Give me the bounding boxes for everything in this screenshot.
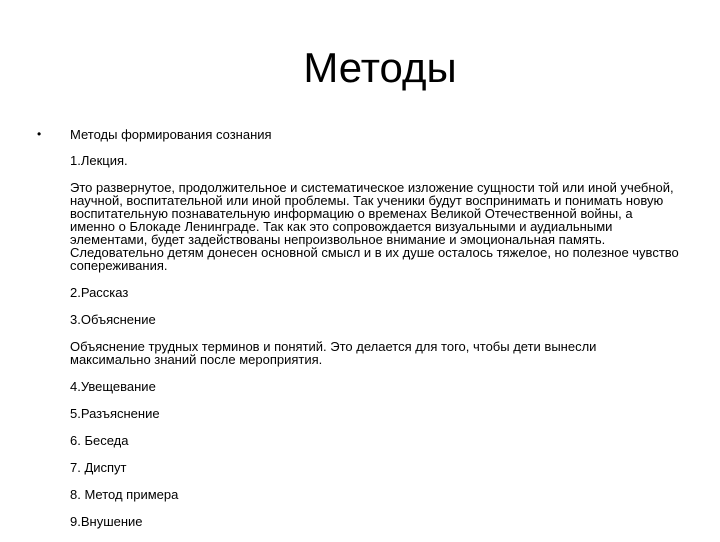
slide-content — [70, 128, 680, 542]
method-debate: 7. Диспут — [70, 460, 127, 475]
slide-title: Методы — [303, 44, 457, 91]
methods-heading: Методы формирования сознания — [70, 127, 272, 142]
method-suggestion: 9.Внушение — [70, 514, 143, 529]
explanation-description: Объяснение трудных терминов и понятий. Это делается для того, чтобы дети вынесли максимально знаний после мероприятия. — [70, 339, 597, 367]
method-explanation: 3.Объяснение — [70, 312, 156, 327]
method-exhortation: 4.Увещевание — [70, 379, 156, 394]
method-example: 8. Метод примера — [70, 487, 179, 502]
lecture-description: Это развернутое, продолжительное и систематическое изложение сущности той или иной учебной, научной, воспитательной или иной проблемы. Так ученики будут воспринимать и понимать новую воспитательную познавательную информацию о временах Великой Отечественной войны, а именно о Блокаде Ленинграде. Так как это сопровождается визуальными и аудиальными элементами, будет задействованы непроизвольное внимание и эмоциональная память. Следовательно детям донесен основной смысл и в их душе осталось тяжелое, но полезное чувство сопереживания. — [70, 180, 679, 273]
method-clarification: 5.Разъяснение — [70, 406, 160, 421]
method-lecture: 1.Лекция. — [70, 153, 128, 168]
method-conversation: 6. Беседа — [70, 433, 129, 448]
bullet-icon: • — [37, 127, 42, 141]
method-story: 2.Рассказ — [70, 285, 129, 300]
